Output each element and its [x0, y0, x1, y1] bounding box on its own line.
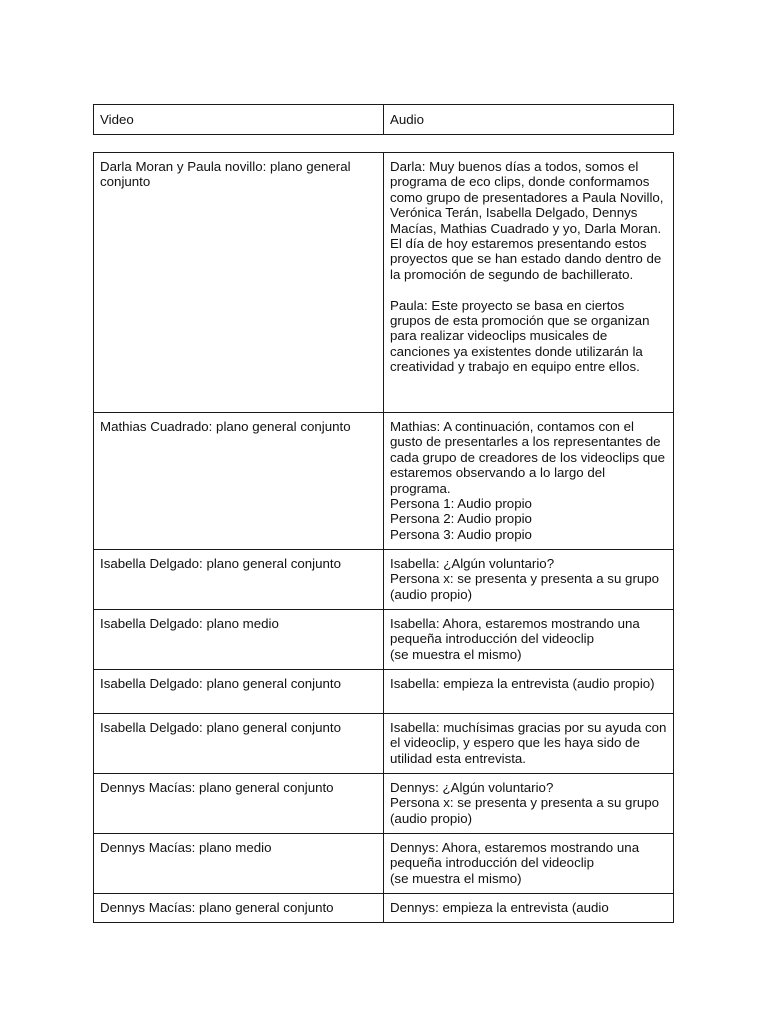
- video-text: Dennys Macías: plano general conjunto: [100, 900, 334, 915]
- audio-text: Isabella: ¿Algún voluntario? Persona x: se presenta y presenta a su grupo (audio propio): [390, 556, 660, 602]
- audio-cell: [384, 894, 674, 923]
- video-text: Mathias Cuadrado: plano general conjunto: [100, 419, 351, 434]
- video-text: Dennys Macías: plano medio: [100, 840, 272, 855]
- table-row: [94, 670, 674, 714]
- video-cell: [94, 550, 384, 610]
- video-cell: [94, 153, 384, 413]
- video-cell: [94, 413, 384, 550]
- audio-cell: [384, 153, 674, 413]
- table-row: [94, 834, 674, 894]
- video-cell: [94, 834, 384, 894]
- audio-text: Isabella: muchísimas gracias por su ayuda con el videoclip, y espero que les haya sido de utilidad esta entrevista.: [390, 720, 667, 766]
- video-cell: [94, 714, 384, 774]
- audio-text: Dennys: ¿Algún voluntario? Persona x: se presenta y presenta a su grupo (audio propio): [390, 780, 660, 826]
- audio-cell: [384, 774, 674, 834]
- audio-text: Darla: Muy buenos días a todos, somos el programa de eco clips, donde conformamos como grupo de presentadores a Paula Novillo, Verónica Terán, Isabella Delgado, Dennys Macías, Mathias Cuadrado y yo, Darla Moran. El día de hoy estaremos presentando estos proyectos que se han estado dando dentro de la promoción de segundo de bachillerato.: [390, 159, 664, 282]
- table-row: [94, 774, 674, 834]
- video-text: Isabella Delgado: plano general conjunto: [100, 556, 341, 571]
- video-text: Isabella Delgado: plano general conjunto: [100, 720, 341, 735]
- script-table: [93, 152, 674, 923]
- video-cell: [94, 610, 384, 670]
- table-row: [94, 153, 674, 413]
- video-text: Isabella Delgado: plano medio: [100, 616, 279, 631]
- audio-text: Paula: Este proyecto se basa en ciertos grupos de esta promoción que se organizan para realizar videoclips musicales de canciones ya existentes donde utilizarán la creatividad y trabajo en equipo entre ellos.: [390, 297, 650, 375]
- audio-cell: [384, 550, 674, 610]
- table-row: [94, 894, 674, 923]
- table-row: [94, 610, 674, 670]
- audio-text: Mathias: A continuación, contamos con el gusto de presentarles a los representantes de cada grupo de creadores de los videoclips que estaremos observando a lo largo del programa. Persona 1: Audio propio Persona 2: Audio propio Persona 3: Audio propio: [390, 419, 665, 542]
- audio-column-header: Audio: [384, 105, 674, 135]
- audio-text: Isabella: Ahora, estaremos mostrando una pequeña introducción del videoclip (se muestra el mismo): [390, 616, 640, 662]
- video-column-header: Video: [94, 105, 384, 135]
- video-cell: [94, 774, 384, 834]
- audio-cell: [384, 714, 674, 774]
- video-text: Dennys Macías: plano general conjunto: [100, 780, 334, 795]
- table-row: [94, 714, 674, 774]
- video-cell: [94, 894, 384, 923]
- audio-text: Dennys: Ahora, estaremos mostrando una pequeña introducción del videoclip (se muestra el mismo): [390, 840, 640, 886]
- audio-cell: [384, 834, 674, 894]
- video-text: Darla Moran y Paula novillo: plano general conjunto: [100, 159, 351, 190]
- video-cell: [94, 670, 384, 714]
- audio-text: Isabella: empieza la entrevista (audio propio): [390, 676, 655, 691]
- audio-text: Dennys: empieza la entrevista (audio: [390, 900, 609, 915]
- audio-cell: [384, 670, 674, 714]
- header-row: [94, 105, 674, 135]
- audio-cell: [384, 413, 674, 550]
- table-row: [94, 413, 674, 550]
- video-text: Isabella Delgado: plano general conjunto: [100, 676, 341, 691]
- table-row: [94, 550, 674, 610]
- header-table: [93, 104, 674, 135]
- audio-cell: [384, 610, 674, 670]
